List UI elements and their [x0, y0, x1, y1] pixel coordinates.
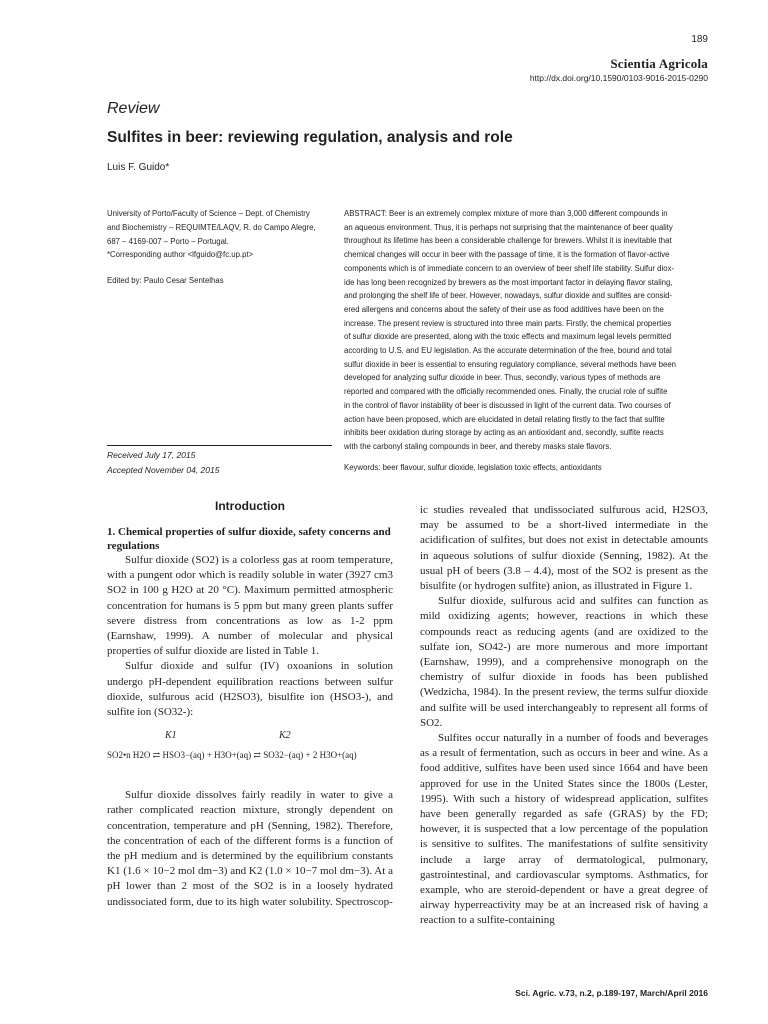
abstract-line: inhibits beer oxidation during storage by acting as an antioxidant and, secondly, sulfite reacts	[344, 428, 664, 438]
paragraph: Sulfur dioxide, sulfurous acid and sulfites can function as mild oxidizing agents; however, reactions in which these compounds react as reducing agents (and are oxidized to the sulfate ion, SO42-) are more numerous and more important (Earnshaw, 1999), and a comprehensive monograph on the chemistry of sulfur dioxide in foods has been published (Wedzicha, 1984). In the present review, the terms sulfur dioxide and sulfite will be used interchangeably to represent all forms of SO2.	[420, 595, 708, 729]
paragraph: Sulfites occur naturally in a number of foods and beverages as a result of fermentation, such as occurs in beer and wine. As a food additive, sulfites have been used since 1664 and have been approved for use in the United States since the 1800s (Lester, 1995). With such a history of widespread application, sulfites have been generally regarded as safe (GRAS) by the FD; however, it is suspected that a low percentage of the population is sensitive to sulfites. The manifestations of sulfite sensitivity include a large array of dermatological, pulmonary, gastrointestinal, and cardiovascular symptoms. Asthmatics, for example, who are steroid-dependent or have a great degree of airway hyperreactivity may be at an increased risk of having a reaction to a sulfite-containing	[420, 732, 708, 927]
article-title: Sulfites in beer: reviewing regulation, analysis and role	[107, 129, 513, 146]
received-date: Received July 17, 2015	[107, 450, 196, 460]
affiliation-line: University of Porto/Faculty of Science – Dept. of Chemistry	[107, 209, 310, 218]
abstract-line: developed for analyzing sulfur dioxide in beer. Thus, secondly, various types of methods are	[344, 373, 661, 383]
equilibrium-constant-k2: K2	[279, 730, 291, 742]
accepted-date: Accepted November 04, 2015	[107, 465, 220, 475]
abstract-line: components which is of immediate concern to an overview of beer shelf life stability. Sulfur diox-	[344, 263, 675, 273]
equilibrium-equation	[107, 728, 393, 782]
dates	[107, 448, 219, 478]
body-column-left	[107, 499, 393, 910]
abstract-line: ide has long been recognized by brewers as the most important factor in delaying flavor staling,	[344, 277, 673, 287]
abstract-line: ered allergens and concerns about the safety of their use as food additives have been on the	[344, 304, 664, 314]
abstract-line: action have been proposed, which are elucidated in detail relating firstly to the fact that sulfite	[344, 414, 665, 424]
affiliation	[107, 207, 332, 262]
abstract-line: with the carbonyl staling compounds in beer, and thereby masks stale flavors.	[344, 441, 612, 451]
abstract-line: increase. The present review is structured into three main parts. Firstly, the chemical properties	[344, 318, 672, 328]
doi-link[interactable]: http://dx.doi.org/10.1590/0103-9016-2015-0290	[529, 73, 708, 83]
keywords: Keywords: beer flavour, sulfur dioxide, legislation toxic effects, antioxidants	[344, 463, 602, 472]
intro-heading: Introduction	[215, 499, 285, 513]
abstract-line: of sulfur dioxide are presented, along with the toxic effects and maximum legal levels permitted	[344, 332, 672, 342]
paragraph: Sulfur dioxide (SO2) is a colorless gas at room temperature, with a pungent odor which is readily soluble in water (3927 cm3 SO2 in 100 g H2O at 20 °C). Maximum permitted atmospheric concentration for humans is 5 ppm but many green plants suffer severe distress from concentrations as low as 1-2 ppm (Earnshaw, 1999). A number of molecular and physical properties of sulfur dioxide are listed in Table 1.	[107, 554, 393, 658]
abstract-line: and prolonging the shelf life of beer. However, nowadays, sulfur dioxide and sulfites are consid-	[344, 291, 673, 301]
section-subheading: 1. Chemical properties of sulfur dioxide, safety concerns and regulations	[107, 526, 391, 552]
footer-citation: Sci. Agric. v.73, n.2, p.189-197, March/April 2016	[515, 988, 708, 998]
abstract-line: chemical changes will occur in beer with the passage of time, it is the formation of flavor-active	[344, 250, 670, 260]
affiliation-line: and Biochemistry – REQUIMTE/LAQV, R. do Campo Alegre,	[107, 222, 316, 232]
equilibrium-constant-k1: K1	[165, 730, 177, 742]
corresponding-author[interactable]: *Corresponding author <lfguido@fc.up.pt>	[107, 250, 254, 260]
author-name: Luis F. Guido*	[107, 162, 170, 173]
equation-text: SO2•n H2O ⇄ HSO3−(aq) + H3O+(aq) ⇄ SO32−(aq) + 2 H3O+(aq)	[107, 750, 357, 761]
abstract-line: throughout its lifetime has been a considerable challenge for brewers. Whilst it is inevitable that	[344, 236, 672, 246]
paragraph: Sulfur dioxide and sulfur (IV) oxoanions in solution undergo pH-dependent equilibration reactions between sulfur dioxide, sulfurous acid (H2SO3), bisulfite ion (HSO3-), and sulfite ion (SO32-):	[107, 660, 393, 719]
journal-name: Scientia Agricola	[610, 56, 708, 71]
section-label: Review	[107, 100, 160, 117]
abstract-line: sulfur dioxide in beer is essential to ensuring regulatory compliance, several methods have been	[344, 359, 676, 369]
edited-by: Edited by: Paulo Cesar Sentelhas	[107, 276, 224, 285]
affiliation-line: 687 – 4169-007 – Porto – Portugal.	[107, 236, 229, 246]
abstract-line: according to U.S. and EU legislation. As the accurate determination of the free, bound and total	[344, 346, 672, 356]
abstract-line: an aqueous environment. Thus, it is perhaps not surprising that the maintenance of beer quality	[344, 222, 673, 232]
body-column-right	[420, 503, 708, 929]
divider	[107, 445, 332, 446]
page-number: 189	[691, 34, 708, 45]
paragraph: ic studies revealed that undissociated sulfurous acid, H2SO3, may be assumed to be a short-lived intermediate in the acidification of sulfites, but does not exist in detectable amounts in aqueous solutions of sulfur dioxide (Senning, 1982). At the usual pH of beers (3.8 – 4.4), most of the SO2 is present as the bisulfite (or hydrogen sulfite) anion, as illustrated in Figure 1.	[420, 504, 708, 593]
abstract-line: ABSTRACT: Beer is an extremely complex mixture of more than 3,000 different compounds in	[344, 209, 668, 218]
abstract-line: in the control of flavor instability of beer is discussed in light of the current data. Two courses of	[344, 400, 671, 410]
abstract	[344, 207, 708, 454]
abstract-line: reported and compared with the officially recommended ones. Finally, the crucial role of sulfite	[344, 387, 668, 397]
paragraph: Sulfur dioxide dissolves fairly readily in water to give a rather complicated reaction mixture, strongly dependent on concentration, temperature and pH (Senning, 1982). Therefore, the concentration of each of the different forms is a function of the pH medium and is determined by the equilibrium constants K1 (1.6 × 10−2 mol dm−3) and K2 (1.0 × 10−7 mol dm−3). At a pH lower than 2 most of the SO2 is in a loosely hydrated undissociated form, due to its high water solubility. Spectroscop-	[107, 789, 393, 908]
